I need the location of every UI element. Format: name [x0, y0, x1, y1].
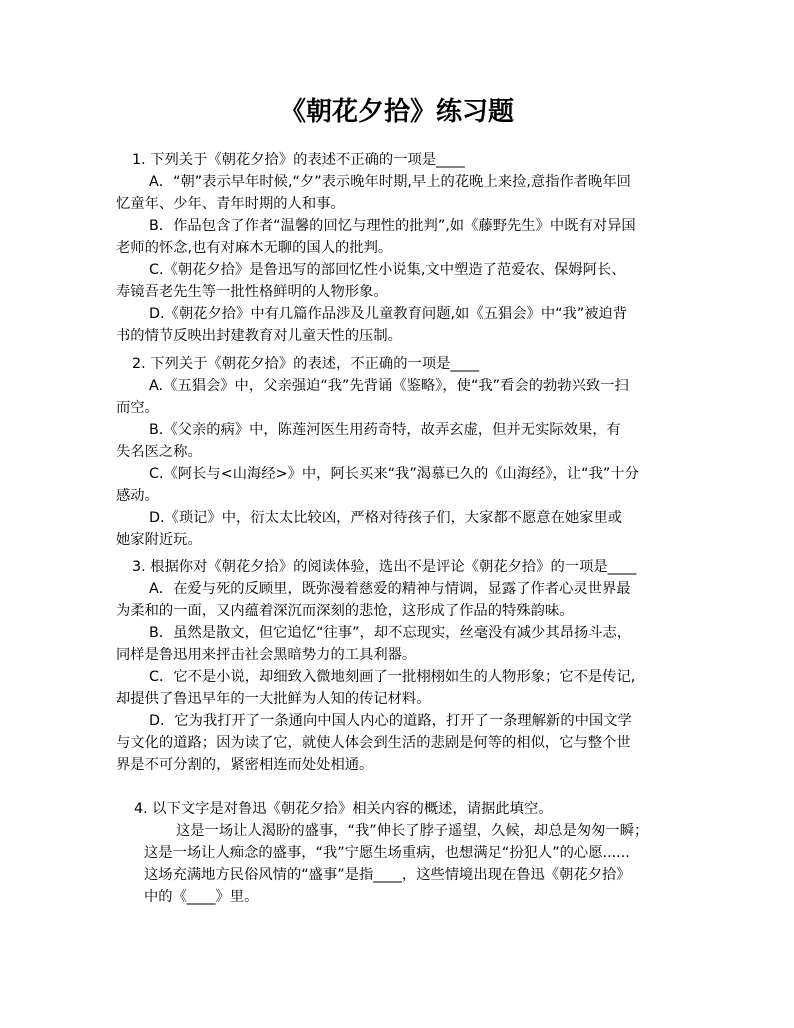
document-title: 《朝花夕拾》练习题: [279, 97, 514, 127]
question-stem: 1. 下列关于《朝花夕拾》的表述不正确的一项是____: [132, 152, 465, 168]
option-c: C.《朝花夕拾》是鲁迅写的部回忆性小说集,文中塑造了范爱农、保姆阿长、: [149, 262, 626, 278]
option-c-continued: 却提供了鲁迅早年的一大批鲜为人知的传记材料。: [116, 691, 431, 707]
option-a: A．“朝”表示早年时候,“夕”表示晚年时期,早上的花晚上来捡,意指作者晚年回: [149, 174, 631, 190]
option-c: C．它不是小说，却细致入微地刻画了一批栩栩如生的人物形象；它不是传记,: [149, 669, 636, 685]
option-b-continued: 失名医之称。: [116, 444, 202, 460]
option-a: A.《五猖会》中，父亲强迫“我”先背诵《鉴略》，使“我”看会的勃勃兴致一扫: [149, 378, 629, 394]
option-b: B．作品包含了作者“温馨的回忆与理性的批判”,如《藤野先生》中既有对异国: [149, 218, 636, 234]
question-4: [130, 798, 690, 908]
option-b: B．虽然是散文，但它追忆“往事”，却不忘现实，丝毫没有减少其昂扬斗志，: [149, 625, 632, 641]
passage-line: 这场充满地方民俗风情的“盛事”是指____，这些情境出现在鲁迅《朝花夕拾》: [144, 867, 631, 883]
option-d-continued: 界是不可分割的，紧密相连而处处相通。: [116, 757, 374, 773]
option-c-continued: 感动。: [116, 488, 159, 504]
question-stem: 2. 下列关于《朝花夕拾》的表述，不正确的一项是____: [132, 356, 480, 372]
question-1: [116, 149, 696, 347]
passage-line: 这是一场让人痴念的盛事，“我”宁愿生场重病，也想满足“扮犯人”的心愿......: [144, 845, 630, 861]
option-a-continued: 为柔和的一面，又内蕴着深沉而深刻的悲怆，这形成了作品的特殊韵味。: [116, 603, 574, 619]
question-stem: 4. 以下文字是对鲁迅《朝花夕拾》相关内容的概述，请据此填空。: [134, 801, 553, 817]
option-c: C.《阿长与<山海经>》中，阿长买来“我”渴慕已久的《山海经》，让“我”十分: [149, 466, 639, 482]
question-2: [116, 353, 696, 551]
option-b: B.《父亲的病》中，陈莲河医生用药奇特，故弄玄虚，但并无实际效果，有: [149, 422, 621, 438]
option-d-continued: 书的情节反映出封建教育对儿童天性的压制。: [116, 328, 402, 344]
passage-line: 中的《____》里。: [144, 889, 259, 905]
option-c-continued: 寿镜吾老先生等一批性格鲜明的人物形象。: [116, 284, 388, 300]
passage-line: 这是一场让人渴盼的盛事，“我”伸长了脖子遥望，久候，却总是匆匆一瞬；: [176, 823, 649, 839]
option-a-continued: 忆童年、少年、青年时期的人和事。: [116, 196, 345, 212]
option-d: D.《琐记》中，衍太太比较凶，严格对待孩子们，大家都不愿意在她家里或: [149, 510, 623, 526]
option-d-continued: 她家附近玩。: [116, 532, 202, 548]
option-b-continued: 同样是鲁迅用来抨击社会黑暗势力的工具利器。: [116, 647, 417, 663]
option-d-continued: 与文化的道路；因为读了它，就使人体会到生活的悲剧是何等的相似，它与整个世: [116, 735, 631, 751]
option-d: D．它为我打开了一条通向中国人内心的道路，打开了一条理解新的中国文学: [149, 713, 632, 729]
question-stem: 3. 根据你对《朝花夕拾》的阅读体验，选出不是评论《朝花夕拾》的一项是____: [132, 559, 637, 575]
option-a: A．在爱与死的反顾里，既弥漫着慈爱的精神与情调，显露了作者心灵世界最: [149, 581, 631, 597]
option-b-continued: 老师的怀念,也有对麻木无聊的国人的批判。: [116, 240, 393, 256]
option-a-continued: 而空。: [116, 400, 159, 416]
question-3: [116, 556, 696, 776]
option-d: D.《朝花夕拾》中有几篇作品涉及儿童教育问题,如《五猖会》中“我”被迫背: [149, 306, 628, 322]
